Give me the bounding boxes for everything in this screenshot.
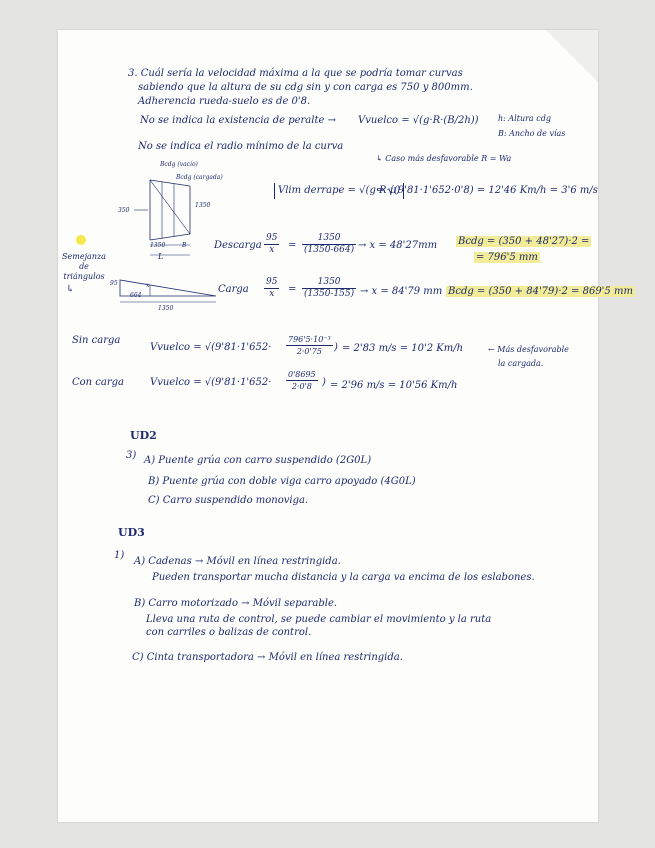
b-label: B — [182, 242, 187, 249]
triangles-arrow: ↳ — [66, 284, 75, 295]
h-definition: h: Altura cdg — [498, 114, 551, 123]
carga-fraction-2: $\frac{1350}{(1350-155)}$ — [304, 277, 355, 299]
cdg-loaded-label: Bcdg (cargada) — [176, 174, 223, 181]
problem-line-3: Adherencia rueda-suelo es de 0'8. — [138, 96, 311, 107]
carga-fraction-1: $\frac{95}{x}$ — [266, 277, 278, 299]
vuelco-formula: Vvuelco = √(g·R·(B/2h)) — [358, 115, 479, 126]
con-carga-label: Con carga — [72, 377, 124, 388]
triangle-inner-dimension: 664 — [130, 292, 142, 299]
descarga-bcdg: Bcdg = (350 + 48'27)·2 = — [458, 236, 590, 247]
ud3-question-number: 1) — [114, 550, 125, 561]
carga-label: Carga — [218, 284, 249, 295]
problem-line-2: sabiendo que la altura de su cdg sin y con carga es 750 y 800mm. — [138, 82, 473, 93]
note-radius: No se indica el radio mínimo de la curva — [138, 141, 344, 152]
con-carga-formula: Vvuelco = √(9'81·1'652· — [150, 377, 272, 388]
sin-carga-close: ) — [334, 342, 338, 353]
note-slope: No se indica la existencia de peralte → — [140, 115, 336, 126]
ud3-answer-b-description-2: con carriles o balizas de control. — [146, 627, 312, 638]
b-definition: B: Ancho de vías — [498, 129, 566, 138]
worst-case-note: ↳ Caso más desfavorable R = Wa — [376, 154, 512, 163]
sin-carga-result: = 2'83 m/s = 10'2 Km/h — [342, 343, 464, 354]
cdg-empty-label: Bcdg (vacío) — [160, 161, 198, 168]
descarga-fraction-2: $\frac{1350}{(1350-664)}$ — [304, 233, 355, 255]
sin-carga-formula: Vvuelco = √(9'81·1'652· — [150, 342, 272, 353]
right-dimension: 1350 — [195, 202, 211, 209]
ud2-answer-a: A) Puente grúa con carro suspendido (2G0L) — [144, 455, 372, 466]
ud3-answer-b: B) Carro motorizado → Móvil separable. — [134, 598, 338, 609]
carga-equals: = — [288, 284, 297, 295]
descarga-label: Descarga — [214, 240, 262, 251]
notebook-page — [58, 30, 633, 822]
descarga-equals: = — [288, 240, 297, 251]
descarga-bcdg-value: = 796'5 mm — [476, 252, 538, 263]
slip-result: = √(9'81·1'652·0'8) = 12'46 Km/h = 3'6 m/s — [376, 185, 598, 196]
sin-carga-label: Sin carga — [72, 335, 121, 346]
highlight-dot — [76, 235, 86, 245]
descarga-fraction-1: $\frac{95}{x}$ — [266, 233, 278, 255]
bottom-dimension: 1350 — [150, 242, 166, 249]
con-carga-fraction: $\frac{0'8695}{2\cdot 0'8}$ — [288, 370, 316, 391]
carga-bcdg: Bcdg = (350 + 84'79)·2 = 869'5 mm — [448, 286, 633, 297]
descarga-result: → x = 48'27mm — [358, 240, 438, 251]
problem-line-1: 3. Cuál sería la velocidad máxima a la que se podría tomar curvas — [128, 68, 463, 79]
left-dimension: 350 — [118, 207, 130, 214]
page-fold — [546, 30, 598, 82]
ud3-answer-b-description-1: Lleva una ruta de control, se puede cambiar el movimiento y la ruta — [146, 614, 492, 625]
triangles-label: Semejanza de triángulos — [62, 252, 106, 281]
slip-formula-box: Vlim derrape = √(g·R·μ) — [274, 183, 404, 199]
con-carga-result: = 2'96 m/s = 10'56 Km/h — [330, 380, 458, 391]
sin-carga-fraction: $\frac{\text{796'5·10⁻³}}{2\cdot 0'75}$ — [288, 335, 331, 356]
ud3-answer-c: C) Cinta transportadora → Móvil en línea restringida. — [132, 652, 403, 663]
l-label: L — [158, 252, 164, 261]
triangle-base-dimension: 1350 — [158, 305, 174, 312]
ud2-answer-c: C) Carro suspendido monoviga. — [148, 495, 309, 506]
ud2-heading: UD2 — [130, 429, 157, 442]
ud3-heading: UD3 — [118, 526, 145, 539]
con-carga-close: ) — [322, 377, 326, 388]
worst-note-1: ← Más desfavorable — [488, 345, 569, 354]
ud3-answer-a-description: Pueden transportar mucha distancia y la carga va encima de los eslabones. — [152, 572, 535, 583]
triangle-small-dimension: 95 — [110, 280, 118, 287]
worst-note-2: la cargada. — [498, 359, 544, 368]
ud2-answer-b: B) Puente grúa con doble viga carro apoyado (4G0L) — [148, 476, 416, 487]
triangle-diagram — [120, 276, 230, 306]
carga-result: → x = 84'79 mm — [360, 286, 443, 297]
ud2-question-number: 3) — [126, 450, 137, 461]
ud3-answer-a: A) Cadenas → Móvil en línea restringida. — [134, 556, 341, 567]
triangle-x-label: x — [146, 282, 150, 289]
